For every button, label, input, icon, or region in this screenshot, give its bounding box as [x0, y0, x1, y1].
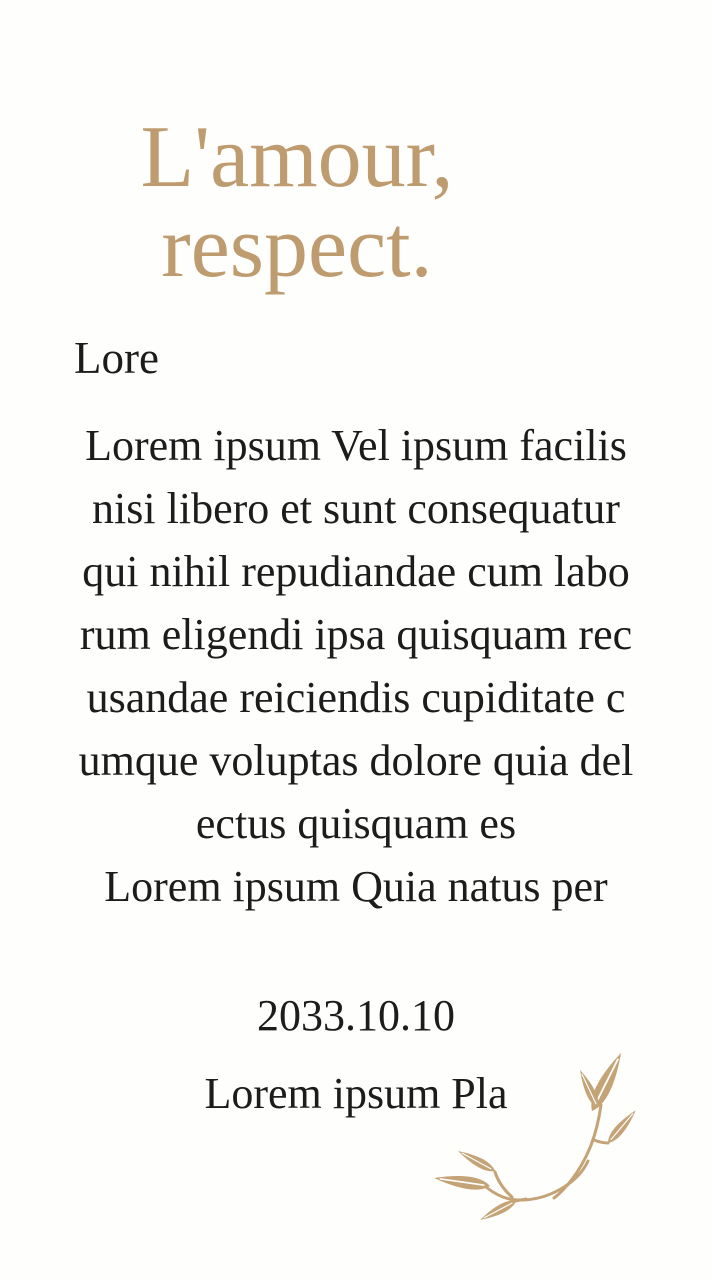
body-paragraph: [0, 414, 712, 918]
title-line-2: respect.: [161, 199, 433, 296]
body-line: umque voluptas dolore quia del: [78, 736, 634, 785]
body-line: nisi libero et sunt consequatur: [92, 484, 620, 533]
date-text: 2033.10.10: [257, 991, 455, 1040]
branch-stems: [486, 1105, 608, 1201]
leaf-branch-icon: [428, 1043, 648, 1228]
body-line: Lorem ipsum Vel ipsum facilis: [85, 421, 627, 470]
footer-subtitle: Lorem ipsum Pla: [204, 1069, 508, 1118]
body-line: usandae reiciendis cupiditate c: [86, 673, 626, 722]
body-line: ectus quisquam es: [195, 799, 517, 848]
body-line: rum eligendi ipsa quisquam rec: [79, 610, 633, 659]
section-heading: Lore: [74, 333, 159, 383]
title-line-1: L'amour,: [140, 109, 454, 206]
body-line: Lorem ipsum Quia natus per: [104, 862, 608, 911]
page-title: [0, 109, 594, 296]
body-line: qui nihil repudiandae cum labo: [82, 547, 630, 596]
